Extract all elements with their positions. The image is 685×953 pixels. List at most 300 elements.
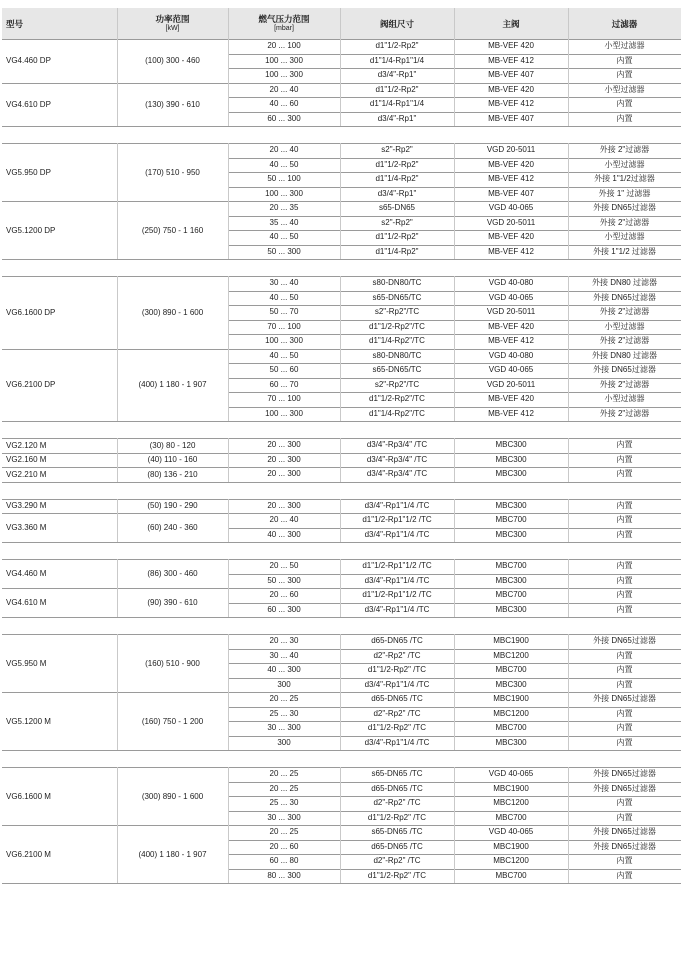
main-valve-cell: MBC300 [495, 679, 527, 689]
filter-cell: 小型过滤器 [604, 159, 645, 169]
column-divider [340, 499, 341, 543]
model-name: VG5.1200 M [6, 716, 51, 726]
row-divider [2, 259, 681, 260]
filter-cell: 内置 [616, 665, 633, 674]
pressure-range-cell: 60 ... 300 [267, 604, 301, 614]
filter-cell: 内置 [616, 798, 633, 807]
pressure-range-cell: 70 ... 100 [267, 394, 301, 403]
column-divider [568, 559, 569, 617]
pressure-range-cell: 50 ... 100 [267, 174, 301, 183]
model-name: VG2.210 M [6, 469, 47, 479]
column-divider [228, 8, 229, 39]
column-divider [568, 767, 569, 883]
valve-size-cell: d3/4"-Rp1" [377, 113, 417, 123]
power-range: (100) 300 - 460 [145, 56, 200, 66]
column-divider [117, 767, 118, 883]
row-divider [2, 883, 681, 884]
pressure-range-cell: 30 ... 300 [267, 723, 301, 732]
column-divider [340, 634, 341, 750]
main-valve-cell: MB-VEF 420 [488, 232, 534, 241]
filter-cell: 外接 DN65过滤器 [593, 694, 656, 703]
filter-cell: 小型过滤器 [604, 41, 645, 50]
filter-cell: 内置 [616, 604, 633, 614]
column-divider [340, 39, 341, 126]
model-name: VG5.950 M [6, 658, 47, 668]
valve-size-cell: s65-DN65/TC [372, 365, 422, 374]
pressure-range-cell: 100 ... 300 [265, 70, 303, 79]
pressure-range-cell: 20 ... 25 [269, 769, 299, 778]
main-valve-cell: VGD 40-065 [488, 292, 534, 302]
column-divider [340, 767, 341, 883]
column-divider [117, 559, 118, 617]
filter-cell: 外接 DN65过滤器 [593, 365, 656, 374]
model-name: VG4.610 DP [6, 99, 51, 109]
pressure-range-cell: 20 ... 60 [269, 590, 299, 599]
header-model [2, 8, 117, 39]
filter-cell: 内置 [616, 575, 633, 585]
column-divider [454, 8, 455, 39]
header-pressure-label: 燃气压力范围 [258, 13, 310, 24]
valve-size-cell: d3/4"-Rp1"1/4 /TC [364, 737, 430, 747]
column-divider [454, 39, 455, 126]
valve-size-cell: d1"1/2-Rp2" /TC [367, 723, 427, 732]
pressure-range-cell: 300 [277, 679, 291, 689]
pressure-range-cell: 40 ... 50 [269, 350, 299, 360]
valve-size-cell: d1"1/2-Rp2" /TC [367, 870, 427, 880]
column-divider [568, 276, 569, 421]
pressure-range-cell: 20 ... 300 [267, 440, 301, 449]
header-power [117, 8, 228, 39]
filter-cell: 内置 [616, 737, 633, 747]
row-divider [2, 421, 681, 422]
valve-size-cell: d3/4"-Rp1"1/4 /TC [364, 500, 430, 510]
pressure-range-cell: 20 ... 40 [269, 145, 299, 154]
pressure-range-cell: 20 ... 40 [269, 515, 299, 524]
pressure-range-cell: 20 ... 300 [267, 500, 301, 510]
valve-size-cell: d2"-Rp2" /TC [373, 708, 421, 718]
valve-size-cell: d2"-Rp2" /TC [373, 798, 421, 807]
power-range: (300) 890 - 1 600 [141, 791, 204, 801]
valve-size-cell: d1"1/4-Rp2" [375, 174, 419, 183]
main-valve-cell: VGD 40-065 [488, 365, 534, 374]
valve-size-cell: d1"1/4-Rp1"1/4 [369, 99, 425, 108]
header-pressure [228, 8, 340, 39]
pressure-range-cell: 300 [277, 737, 291, 747]
main-valve-cell: MBC700 [495, 515, 527, 524]
valve-size-cell: d1"1/2-Rp2"/TC [369, 394, 425, 403]
valve-size-cell: d1"1/4-Rp1"1/4 [369, 55, 425, 65]
filter-cell: 小型过滤器 [604, 394, 645, 403]
main-valve-cell: MBC1200 [493, 798, 529, 807]
valve-size-cell: s2"-Rp2"/TC [374, 379, 420, 389]
column-divider [117, 499, 118, 543]
column-divider [117, 39, 118, 126]
power-range: (160) 750 - 1 200 [141, 716, 204, 726]
main-valve-cell: MBC300 [495, 500, 527, 510]
power-range: (40) 110 - 160 [147, 455, 198, 465]
main-valve-cell: MBC300 [495, 529, 527, 539]
filter-cell: 外接 1" 过滤器 [598, 188, 651, 198]
valve-size-cell: d1"1/2-Rp1"1/2 /TC [362, 590, 432, 599]
column-divider [117, 438, 118, 482]
valve-size-cell: d1"1/4-Rp2" [375, 246, 419, 256]
pressure-range-cell: 20 ... 25 [269, 827, 299, 836]
column-divider [568, 39, 569, 126]
filter-cell: 外接 DN65过滤器 [593, 827, 656, 836]
valve-size-cell: s65-DN65 [378, 203, 415, 212]
column-divider [454, 438, 455, 482]
main-valve-cell: VGD 20-5011 [486, 307, 536, 316]
filter-cell: 外接 2"过滤器 [599, 307, 650, 316]
header-power-label: 功率范围 [155, 13, 190, 24]
main-valve-cell: MB-VEF 420 [488, 159, 534, 169]
power-range: (250) 750 - 1 160 [141, 225, 204, 235]
model-name: VG2.120 M [6, 440, 47, 450]
pressure-range-cell: 20 ... 300 [267, 469, 301, 478]
model-name: VG4.460 M [6, 569, 47, 578]
valve-size-cell: d2"-Rp2" /TC [373, 856, 421, 865]
valve-size-cell: d3/4"-Rp1" [377, 70, 417, 79]
header-main-valve [454, 8, 568, 39]
model-name: VG6.1600 M [6, 791, 51, 801]
column-divider [228, 39, 229, 126]
power-range: (300) 890 - 1 600 [141, 307, 204, 317]
filter-cell: 外接 2"过滤器 [599, 217, 650, 227]
pressure-range-cell: 50 ... 300 [267, 575, 301, 585]
main-valve-cell: MBC300 [495, 575, 527, 585]
pressure-range-cell: 25 ... 30 [269, 798, 299, 807]
filter-cell: 外接 DN65过滤器 [593, 636, 656, 645]
power-range: (60) 240 - 360 [147, 523, 198, 532]
power-range: (80) 136 - 210 [147, 469, 198, 479]
pressure-range-cell: 40 ... 60 [269, 99, 299, 108]
valve-size-cell: d65-DN65 /TC [371, 694, 423, 703]
main-valve-cell: MBC1900 [493, 636, 529, 645]
filter-cell: 小型过滤器 [604, 232, 645, 241]
main-valve-cell: MBC300 [495, 604, 527, 614]
valve-size-cell: d3/4"-Rp3/4" /TC [366, 454, 428, 464]
column-divider [454, 767, 455, 883]
column-divider [228, 559, 229, 617]
pressure-range-cell: 25 ... 30 [269, 708, 299, 718]
filter-cell: 外接 2"过滤器 [599, 408, 650, 418]
valve-size-cell: d1"1/2-Rp1"1/2 /TC [362, 515, 432, 524]
pressure-range-cell: 60 ... 80 [269, 856, 299, 865]
valve-size-cell: d1"1/2-Rp2" /TC [367, 665, 427, 674]
pressure-range-cell: 20 ... 50 [269, 561, 299, 570]
filter-cell: 外接 1"1/2过滤器 [594, 174, 655, 183]
filter-cell: 外接 DN65过滤器 [593, 292, 656, 302]
filter-cell: 内置 [616, 70, 633, 79]
pressure-range-cell: 40 ... 50 [269, 232, 299, 241]
column-divider [228, 499, 229, 543]
filter-cell: 小型过滤器 [604, 321, 645, 331]
pressure-range-cell: 40 ... 300 [267, 529, 301, 539]
valve-size-cell: d1"1/2-Rp2"/TC [369, 321, 425, 331]
pressure-range-cell: 20 ... 25 [269, 694, 299, 703]
model-name: VG3.360 M [6, 523, 47, 532]
pressure-range-cell: 100 ... 300 [265, 408, 303, 418]
main-valve-cell: MBC300 [495, 440, 527, 449]
filter-cell: 小型过滤器 [604, 84, 645, 94]
power-range: (160) 510 - 900 [145, 658, 200, 668]
filter-cell: 内置 [616, 650, 633, 660]
filter-cell: 内置 [616, 469, 633, 478]
column-divider [454, 634, 455, 750]
model-name: VG3.290 M [6, 501, 47, 511]
filter-cell: 内置 [616, 812, 633, 822]
power-range: (130) 390 - 610 [145, 99, 200, 109]
pressure-range-cell: 50 ... 60 [269, 365, 299, 374]
filter-cell: 内置 [616, 723, 633, 732]
main-valve-cell: MBC1900 [493, 694, 529, 703]
header-main-valve-label: 主阀 [502, 18, 520, 29]
pressure-range-cell: 30 ... 300 [267, 812, 301, 822]
main-valve-cell: MB-VEF 420 [488, 84, 534, 94]
main-valve-cell: VGD 40-080 [488, 278, 534, 287]
pressure-range-cell: 20 ... 40 [269, 84, 299, 94]
main-valve-cell: MBC1200 [493, 708, 529, 718]
valve-size-cell: s2"-Rp2" [381, 217, 413, 227]
row-divider [2, 617, 681, 618]
model-name: VG5.950 DP [6, 167, 51, 177]
main-valve-cell: MBC700 [495, 723, 527, 732]
column-divider [568, 8, 569, 39]
valve-size-cell: s65-DN65 /TC [371, 827, 423, 836]
pressure-range-cell: 40 ... 50 [269, 292, 299, 302]
filter-cell: 内置 [616, 99, 633, 108]
pressure-range-cell: 30 ... 40 [269, 278, 299, 287]
valve-size-cell: s2"-Rp2" [381, 145, 413, 154]
main-valve-cell: MB-VEF 412 [488, 99, 534, 108]
filter-cell: 外接 2"过滤器 [599, 336, 650, 345]
valve-size-cell: d3/4"-Rp3/4" /TC [366, 469, 428, 478]
filter-cell: 内置 [616, 113, 633, 123]
filter-cell: 内置 [616, 515, 633, 524]
filter-cell: 外接 DN65过滤器 [593, 783, 656, 793]
main-valve-cell: MBC300 [495, 737, 527, 747]
column-divider [228, 767, 229, 883]
main-valve-cell: MBC700 [495, 812, 527, 822]
row-divider [2, 482, 681, 483]
main-valve-cell: MB-VEF 420 [488, 321, 534, 331]
model-name: VG5.1200 DP [6, 225, 56, 235]
main-valve-cell: MB-VEF 407 [488, 188, 534, 198]
column-divider [228, 143, 229, 259]
pressure-range-cell: 30 ... 40 [269, 650, 299, 660]
power-range: (400) 1 180 - 1 907 [138, 849, 207, 859]
pressure-range-cell: 20 ... 100 [267, 41, 301, 50]
model-name: VG6.2100 M [6, 849, 51, 859]
valve-size-cell: s65-DN65/TC [372, 292, 422, 302]
header-valve-size-label: 阀组尺寸 [379, 18, 414, 29]
column-divider [340, 559, 341, 617]
valve-size-cell: d3/4"-Rp1"1/4 /TC [364, 529, 430, 539]
header-filter [568, 8, 681, 39]
main-valve-cell: VGD 40-080 [488, 350, 534, 360]
filter-cell: 内置 [616, 529, 633, 539]
pressure-range-cell: 20 ... 30 [269, 636, 299, 645]
column-divider [568, 438, 569, 482]
column-divider [117, 8, 118, 39]
pressure-range-cell: 60 ... 70 [269, 379, 299, 389]
row-divider [2, 126, 681, 127]
main-valve-cell: MB-VEF 412 [488, 408, 534, 418]
pressure-range-cell: 50 ... 300 [267, 246, 301, 256]
header-valve-size [340, 8, 454, 39]
main-valve-cell: VGD 40-065 [488, 827, 534, 836]
header-model-label: 型号 [6, 18, 24, 29]
column-divider [340, 276, 341, 421]
pressure-range-cell: 40 ... 300 [267, 665, 301, 674]
valve-size-cell: d1"1/2-Rp2" [375, 159, 419, 169]
valve-size-cell: d1"1/2-Rp1"1/2 /TC [362, 561, 432, 570]
column-divider [228, 438, 229, 482]
column-divider [568, 143, 569, 259]
filter-cell: 外接 DN80 过滤器 [592, 278, 657, 287]
row-divider [2, 750, 681, 751]
main-valve-cell: MB-VEF 407 [488, 113, 534, 123]
column-divider [454, 143, 455, 259]
main-valve-cell: VGD 20-5011 [486, 379, 536, 389]
valve-size-cell: d1"1/2-Rp2" [375, 41, 419, 50]
power-range: (170) 510 - 950 [145, 167, 200, 177]
filter-cell: 内置 [616, 856, 633, 865]
main-valve-cell: MBC1900 [493, 783, 529, 793]
main-valve-cell: VGD 40-065 [488, 203, 534, 212]
valve-size-cell: d1"1/2-Rp2" [375, 232, 419, 241]
column-divider [454, 276, 455, 421]
column-divider [340, 438, 341, 482]
valve-size-cell: d1"1/2-Rp2" [375, 84, 419, 94]
power-range: (86) 300 - 460 [147, 569, 198, 578]
main-valve-cell: MB-VEF 412 [488, 246, 534, 256]
main-valve-cell: VGD 40-065 [488, 769, 534, 778]
filter-cell: 内置 [616, 590, 633, 599]
power-range: (30) 80 - 120 [149, 440, 196, 450]
valve-size-cell: s65-DN65 /TC [371, 769, 423, 778]
main-valve-cell: MB-VEF 420 [488, 394, 534, 403]
column-divider [340, 143, 341, 259]
model-name: VG6.2100 DP [6, 380, 56, 390]
pressure-range-cell: 40 ... 50 [269, 159, 299, 169]
main-valve-cell: MBC700 [495, 665, 527, 674]
column-divider [454, 559, 455, 617]
power-range: (400) 1 180 - 1 907 [138, 380, 207, 390]
pressure-range-cell: 20 ... 25 [269, 783, 299, 793]
pressure-range-cell: 60 ... 300 [267, 113, 301, 123]
filter-cell: 内置 [616, 870, 633, 880]
valve-size-cell: d1"1/4-Rp2"/TC [369, 408, 425, 418]
main-valve-cell: MB-VEF 420 [488, 41, 534, 50]
main-valve-cell: VGD 20-5011 [486, 217, 536, 227]
filter-cell: 外接 DN65过滤器 [593, 203, 656, 212]
model-name: VG4.460 DP [6, 56, 51, 66]
filter-cell: 外接 DN65过滤器 [593, 769, 656, 778]
filter-cell: 内置 [616, 55, 633, 65]
valve-size-cell: s80-DN80/TC [372, 278, 422, 287]
valve-size-cell: d3/4"-Rp1"1/4 /TC [364, 575, 430, 585]
filter-cell: 内置 [616, 440, 633, 449]
filter-cell: 内置 [616, 500, 633, 510]
filter-cell: 内置 [616, 679, 633, 689]
header-filter-label: 过滤器 [611, 18, 638, 29]
valve-size-cell: d3/4"-Rp1" [377, 188, 417, 198]
pressure-range-cell: 100 ... 300 [265, 336, 303, 345]
valve-size-cell: d65-DN65 /TC [371, 783, 423, 793]
valve-size-cell: d3/4"-Rp3/4" /TC [366, 440, 428, 449]
filter-cell: 内置 [616, 454, 633, 464]
column-divider [568, 634, 569, 750]
filter-cell: 外接 DN80 过滤器 [592, 350, 657, 360]
main-valve-cell: MBC300 [495, 469, 527, 478]
pressure-range-cell: 100 ... 300 [265, 55, 303, 65]
valve-size-cell: d1"1/4-Rp2"/TC [369, 336, 425, 345]
main-valve-cell: MBC1200 [493, 856, 529, 865]
main-valve-cell: VGD 20-5011 [486, 145, 536, 154]
column-divider [340, 8, 341, 39]
valve-size-cell: d3/4"-Rp1"1/4 /TC [364, 679, 430, 689]
main-valve-cell: MB-VEF 407 [488, 70, 534, 79]
model-name: VG4.610 M [6, 598, 47, 607]
main-valve-cell: MBC1900 [493, 841, 529, 851]
column-divider [117, 634, 118, 750]
filter-cell: 内置 [616, 708, 633, 718]
power-range: (90) 390 - 610 [147, 598, 198, 607]
main-valve-cell: MBC1200 [493, 650, 529, 660]
model-name: VG6.1600 DP [6, 307, 56, 317]
main-valve-cell: MB-VEF 412 [488, 55, 534, 65]
pressure-range-cell: 100 ... 300 [265, 188, 303, 198]
main-valve-cell: MBC700 [495, 870, 527, 880]
filter-cell: 内置 [616, 561, 633, 570]
filter-cell: 外接 DN65过滤器 [593, 841, 656, 851]
valve-size-cell: s80-DN80/TC [372, 350, 422, 360]
main-valve-cell: MBC300 [495, 454, 527, 464]
column-divider [568, 499, 569, 543]
valve-size-cell: d3/4"-Rp1"1/4 /TC [364, 604, 430, 614]
model-name: VG2.160 M [6, 455, 47, 465]
filter-cell: 外接 1"1/2 过滤器 [593, 246, 656, 256]
pressure-range-cell: 35 ... 40 [269, 217, 299, 227]
main-valve-cell: MBC700 [495, 561, 527, 570]
power-range: (50) 190 - 290 [147, 501, 198, 511]
valve-size-cell: s2"-Rp2"/TC [374, 307, 420, 316]
column-divider [228, 276, 229, 421]
main-valve-cell: MBC700 [495, 590, 527, 599]
column-divider [454, 499, 455, 543]
pressure-range-cell: 70 ... 100 [267, 321, 301, 331]
header-power-unit: [kW] [165, 24, 180, 32]
column-divider [228, 634, 229, 750]
pressure-range-cell: 20 ... 35 [269, 203, 299, 212]
header-pressure-unit: [mbar] [274, 24, 294, 32]
main-valve-cell: MB-VEF 412 [488, 336, 534, 345]
main-valve-cell: MB-VEF 412 [488, 174, 534, 183]
filter-cell: 外接 2"过滤器 [599, 145, 650, 154]
pressure-range-cell: 20 ... 300 [267, 454, 301, 464]
valve-size-cell: d1"1/2-Rp2" /TC [367, 812, 427, 822]
pressure-range-cell: 20 ... 60 [269, 841, 299, 851]
valve-size-cell: d2"-Rp2" /TC [373, 650, 421, 660]
valve-size-cell: d65-DN65 /TC [371, 841, 423, 851]
row-divider [2, 542, 681, 543]
valve-size-cell: d65-DN65 /TC [371, 636, 423, 645]
filter-cell: 外接 2"过滤器 [599, 379, 650, 389]
pressure-range-cell: 80 ... 300 [267, 870, 301, 880]
column-divider [117, 143, 118, 259]
column-divider [117, 276, 118, 421]
